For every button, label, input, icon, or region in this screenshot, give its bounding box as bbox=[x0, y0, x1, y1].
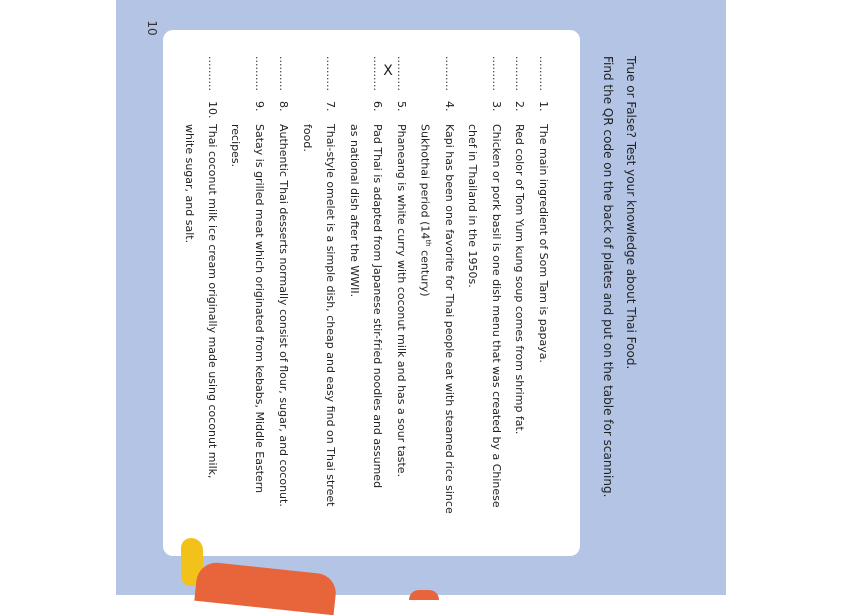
question-10-line-2: white sugar, and salt. bbox=[183, 124, 196, 244]
question-4-line-2-tail: century) bbox=[418, 246, 432, 297]
answer-blank-9[interactable]: .......... bbox=[253, 56, 266, 91]
question-5-line-1: Phaneang is white curry with coconut milk and has a sour taste. bbox=[395, 124, 408, 478]
question-number-4: 4. bbox=[443, 101, 456, 112]
answer-blank-4[interactable]: .......... bbox=[443, 56, 456, 91]
question-7-line-2: food. bbox=[301, 124, 314, 152]
answer-blank-1[interactable]: .......... bbox=[537, 56, 550, 91]
intro-line-2: Find the QR code on the back of plates and put on the table for scanning. bbox=[601, 56, 615, 498]
question-1-line-1: The main ingredient of Som Tam is papaya. bbox=[537, 124, 550, 363]
question-9-line-2: recipes. bbox=[229, 124, 242, 168]
question-8-line-1: Authentic Thai desserts normally consist of flour, sugar, and coconut. bbox=[277, 124, 290, 507]
answer-blank-5[interactable]: .......... bbox=[395, 56, 408, 91]
answer-mark-6: X bbox=[383, 63, 393, 79]
answer-blank-7[interactable]: .......... bbox=[324, 56, 337, 91]
question-number-5: 5. bbox=[395, 101, 408, 112]
question-number-3: 3. bbox=[490, 101, 503, 112]
question-3-line-1: Chicken or pork basil is one dish menu that was created by a Chinese bbox=[490, 124, 503, 508]
question-4-line-2 bbox=[418, 124, 432, 297]
answer-blank-3[interactable]: .......... bbox=[490, 56, 503, 91]
superscript-th: th bbox=[424, 239, 432, 247]
question-10-line-1: Thai coconut milk ice cream originally made using coconut milk, bbox=[206, 124, 219, 479]
question-number-2: 2. bbox=[513, 101, 526, 112]
answer-blank-6[interactable]: .......... bbox=[371, 56, 384, 91]
question-6-line-1: Pad Thai is adapted from Japanese stir-fried noodles and assumed bbox=[371, 124, 384, 489]
answer-blank-2[interactable]: .......... bbox=[513, 56, 526, 91]
question-4-line-2-text: Sukhothai period (14 bbox=[418, 124, 432, 240]
decorative-shape bbox=[409, 590, 439, 600]
question-number-9: 9. bbox=[253, 101, 266, 112]
question-4-line-1: Kapi has been one favorite for Thai people eat with steamed rice since bbox=[443, 124, 456, 514]
page-number: 10 bbox=[145, 20, 159, 36]
intro-line-1: True or False? Test your knowledge about Thai Food. bbox=[624, 56, 638, 370]
answer-blank-8[interactable]: .......... bbox=[277, 56, 290, 91]
answer-blank-10[interactable]: .......... bbox=[206, 56, 219, 91]
question-number-6: 6. bbox=[371, 101, 384, 112]
question-number-8: 8. bbox=[277, 101, 290, 112]
question-number-1: 1. bbox=[537, 101, 550, 112]
question-9-line-1: Satay is grilled meat which originated from kebabs, Middle Eastern bbox=[253, 124, 266, 494]
question-7-line-1: Thai-style omelet is a simple dish, cheap and easy find on Thai street bbox=[324, 124, 337, 507]
question-number-10: 10. bbox=[206, 101, 219, 119]
question-2-line-1: Red color of Tom Yum kung soup comes from shrimp fat. bbox=[513, 124, 526, 435]
question-3-line-2: chef in Thailand in the 1950s. bbox=[466, 124, 479, 288]
question-6-line-2: as national dish after the WWII. bbox=[348, 124, 361, 298]
question-number-7: 7. bbox=[324, 101, 337, 112]
